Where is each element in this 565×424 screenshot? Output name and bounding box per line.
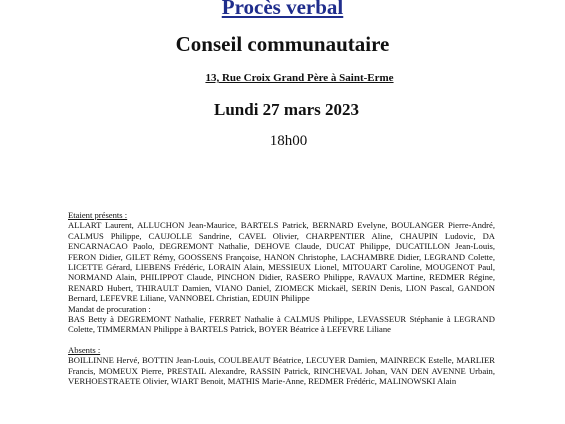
meeting-date: Lundi 27 mars 2023 [214, 100, 359, 119]
meeting-address: 13, Rue Croix Grand Père à Saint-Erme [205, 72, 394, 84]
absent-label-line [68, 345, 495, 355]
absent-list: BOILLINNE Hervé, BOTTIN Jean-Louis, COULBEAUT Béatrice, LECUYER Damien, MAINRECK Estelle, MARLIER Francis, MOMEUX Pierre, PRESTAIL Alexandre, RASSIN Patrick, RINCHEVAL Johan, VAN DEN AVENNE Urbain, VERHOESTRAETE Olivier, WIART Benoit, MATHIS Marie-Anne, REDMER Frédéric, MALINOWSKI Alain [68, 355, 495, 387]
meeting-time: 18h00 [269, 133, 308, 149]
proxies-list: BAS Betty à DEGREMONT Nathalie, FERRET Nathalie à CALMUS Philippe, LEVASSEUR Stéphanie à LEGRAND Colette, TIMMERMAN Philippe à BARTELS Patrick, BOYER Béatrice à LEFEVRE Liliane [68, 314, 495, 335]
proxies-label: Mandat de procuration : [68, 303, 151, 314]
present-label: Etaient présents : [68, 210, 128, 220]
present-list: ALLART Laurent, ALLUCHON Jean-Maurice, BARTELS Patrick, BERNARD Evelyne, BOULANGER Pierre-André, CALMUS Philippe, CAUJOLLE Sandrine, CAVEL Olivier, CHARPENTIER Aline, CHAUPIN Ludovic, DA ENCARNACAO Paolo, DEGREMONT Nathalie, DEHOVE Claude, DUCAT Philippe, DUCATILLON Jean-Louis, FERON Didier, GILET Rémy, GOOSSENS Françoise, HANON Christophe, LACHAMBRE Didier, LEGRAND Colette, LICETTE Gérard, LIEBENS Frédéric, LORAIN Alain, MESSIEUX Lionel, MITOUART Caroline, MOUGENOT Paul, NORMAND Alain, PHILIPPOT Claude, PINCHON Didier, RASERO Philippe, RAVAUX Martine, REDMER Régine, RENARD Hubert, THIRAULT Damien, VIANO Daniel, ZIOMECK Mickaël, SERIN Denis, LION Pascal, GANDON Bernard, LEFEVRE Liliane, VANNOBEL Christian, EDUIN Philippe [68, 220, 495, 304]
absent-label: Absents : [68, 344, 101, 355]
section-gap [68, 335, 495, 345]
document-subtitle: Conseil communautaire [175, 32, 390, 56]
attendance-section [68, 210, 495, 387]
document-title: Procès verbal [221, 0, 344, 19]
present-label-line [68, 210, 495, 220]
